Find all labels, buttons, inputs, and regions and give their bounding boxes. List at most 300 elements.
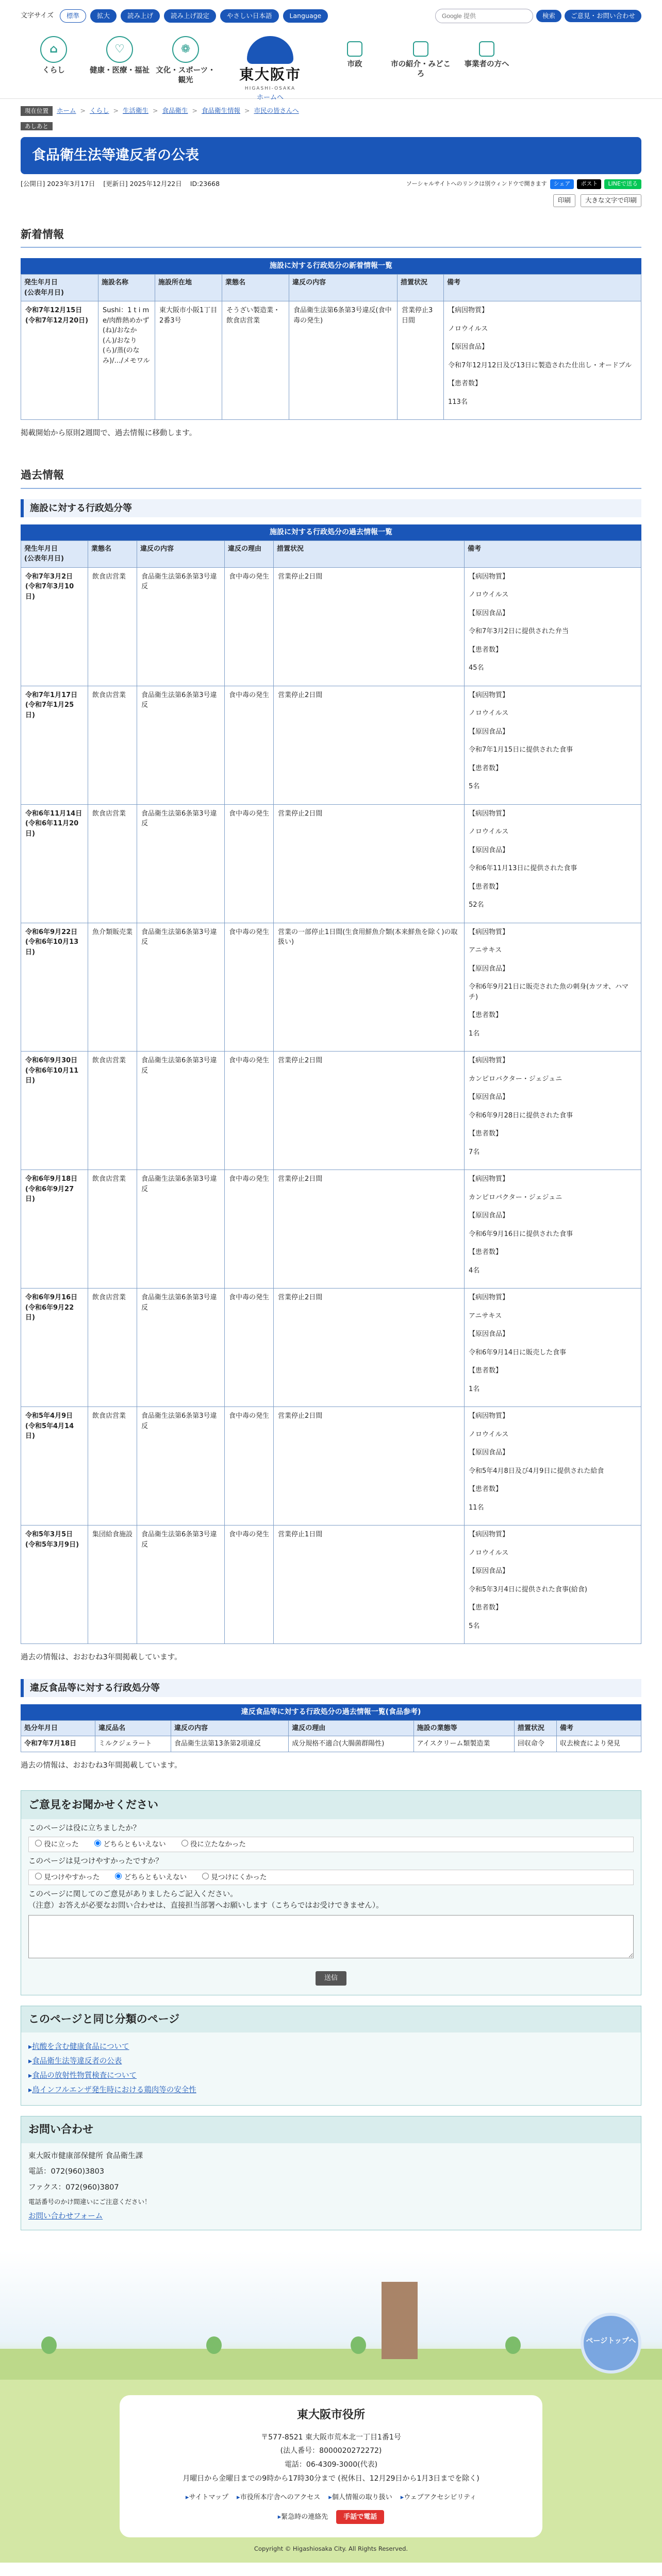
cell-date: 令和7年3月2日 (令和7年3月10日) — [21, 567, 88, 686]
note-line: 【病因物質】 — [469, 1057, 509, 1064]
cell-type: 飲食店営業 — [88, 686, 137, 804]
cell-content: 食品衛生法第6条第3号違反 — [137, 686, 225, 804]
briefcase-icon — [479, 41, 494, 57]
cell-notes — [465, 1170, 641, 1289]
nav-health[interactable] — [87, 36, 153, 76]
table-row — [21, 301, 641, 420]
note-line: 【原因食品】 — [469, 727, 509, 736]
footer-org: 東大阪市役所 — [296, 2408, 365, 2421]
cell-type: 飲食店営業 — [88, 1052, 137, 1170]
nav-label: 市の紹介・みどころ — [391, 60, 451, 78]
col-header: 違反の内容 — [137, 540, 225, 567]
table-row — [21, 923, 641, 1052]
cell-content: 食品衛生法第6条第3号違反 — [137, 804, 225, 923]
new-info-heading: 新着情報 — [21, 227, 641, 248]
note-line: 令和7年1月15日に提供された食事 — [469, 746, 573, 754]
option-label: 見つけやすかった — [44, 1873, 100, 1882]
note-line: 【病因物質】 — [469, 809, 509, 818]
cell-notes — [465, 1526, 641, 1644]
tree — [41, 2336, 57, 2354]
cell-notes: 収去検査により発見 — [556, 1736, 641, 1752]
note-line: 【患者数】 — [469, 1248, 503, 1256]
easy-japanese-button[interactable]: やさしい日本語 — [220, 9, 279, 23]
logo-text: 東大阪市 — [239, 66, 301, 83]
home-link[interactable]: ホームへ — [256, 93, 284, 101]
col-header: 措置状況 — [514, 1720, 556, 1736]
cell-notes — [465, 686, 641, 804]
note-line: 令和5年3月4日に提供された食事(給食) — [469, 1585, 587, 1594]
cell-date: 令和6年9月16日 (令和6年9月22日) — [21, 1289, 88, 1407]
related-link[interactable]: 鳥インフルエンザ発生時における鶏肉等の安全性 — [32, 2086, 196, 2094]
page-meta — [0, 174, 662, 194]
font-size-label: 文字サイズ — [21, 12, 54, 20]
cell-notes — [465, 923, 641, 1052]
sign-language-call-button[interactable]: 手話で電話 — [336, 2510, 384, 2524]
cell-content: 食品衛生法第6条第3号違反 — [137, 923, 225, 1052]
cell-date: 令和6年9月18日 (令和6年9月27日) — [21, 1170, 88, 1289]
search-input[interactable] — [435, 9, 533, 23]
footer-illustration — [0, 2251, 662, 2380]
footprint-row — [0, 120, 662, 137]
cell-measure: 営業停止2日間 — [274, 1052, 465, 1170]
radio[interactable] — [115, 1873, 122, 1879]
related-heading: このページと同じ分類のページ — [21, 2006, 641, 2033]
cell-content: 食品衛生法第6条第3号違反 — [137, 1170, 225, 1289]
col-header: 発生年月日 (公表年月日) — [21, 275, 98, 301]
print-button[interactable]: 印刷 — [553, 194, 575, 207]
cell-date: 令和7年12月15日 (令和7年12月20日) — [21, 301, 98, 420]
cell-content: 食品衛生法第6条第3号違反 — [137, 1526, 225, 1644]
breadcrumb — [0, 99, 662, 120]
breadcrumb-kurashi[interactable]: くらし — [90, 107, 109, 115]
cell-content: 食品衛生法第6条第3号違反 — [137, 567, 225, 686]
cell-notes — [465, 804, 641, 923]
table-header-row — [21, 1720, 641, 1736]
sep: > — [244, 107, 250, 115]
nav-shisei[interactable] — [322, 36, 388, 70]
note-line: 11名 — [469, 1503, 484, 1512]
note-line: 【原因食品】 — [469, 1093, 509, 1101]
past-info-note: 過去の情報は、おおむね3年間掲載しています。 — [21, 1653, 182, 1662]
option-label: 役に立たなかった — [190, 1840, 246, 1849]
read-aloud-settings-button[interactable]: 読み上げ設定 — [164, 9, 216, 23]
related-list — [21, 2032, 641, 2105]
cell-reason: 食中毒の発生 — [225, 686, 274, 804]
feedback-form — [21, 1790, 641, 1995]
col-header: 処分年月日 — [21, 1720, 95, 1736]
published-date: [公開日] 2023年3月17日 — [21, 180, 95, 188]
table-header-row — [21, 540, 641, 567]
cell-reason: 食中毒の発生 — [225, 1052, 274, 1170]
new-info-note: 掲載開始から原則2週間で、過去情報に移動します。 — [21, 429, 197, 438]
global-nav — [0, 32, 662, 99]
q2-options — [28, 1870, 634, 1885]
nav-kurashi[interactable] — [21, 36, 87, 76]
contact-box — [21, 2116, 641, 2230]
x-post-button[interactable]: ポスト — [577, 179, 601, 189]
col-header: 違反の理由 — [225, 540, 274, 567]
cell-measure: 営業停止2日間 — [274, 1170, 465, 1289]
feedback-q1 — [21, 1819, 641, 1966]
cell-notes — [444, 301, 641, 420]
cell-measure: 営業停止2日間 — [274, 1407, 465, 1526]
radio[interactable] — [202, 1873, 209, 1879]
q2-option[interactable] — [115, 1872, 187, 1883]
option-label: どちらともいえない — [103, 1840, 166, 1849]
cell-measure: 営業停止2日間 — [274, 686, 465, 804]
sep: > — [80, 107, 86, 115]
q2-label: このページは見つけやすかったですか？ — [28, 1857, 163, 1866]
cell-content: 食品衛生法第6条第3号違反 — [137, 1289, 225, 1407]
note-line: 令和5年4月8日及び4月9日に提供された給食 — [469, 1467, 604, 1475]
facility-subheading: 施設に対する行政処分等 — [21, 499, 641, 517]
note-line: アニサキス — [469, 946, 502, 954]
q1-option[interactable] — [35, 1839, 79, 1850]
col-header: 備考 — [465, 540, 641, 567]
note-line: 52名 — [469, 901, 484, 909]
font-size-standard-button[interactable]: 標準 — [60, 9, 86, 23]
social-note: ソーシャルサイトへのリンクは別ウィンドウで開きます — [406, 180, 547, 188]
past-info-heading: 過去情報 — [21, 467, 641, 489]
table-row — [21, 1526, 641, 1644]
hill — [0, 2349, 662, 2380]
q1-option[interactable] — [181, 1839, 246, 1850]
footer-links — [130, 2493, 532, 2503]
table-row — [21, 567, 641, 686]
option-label: 役に立った — [44, 1840, 79, 1849]
footer-address: 〒577-8521 東大阪市荒本北一丁目1番1号 — [261, 2433, 401, 2442]
note-line: ノロウイルス — [448, 325, 488, 333]
map-icon — [413, 41, 428, 57]
cell-measure: 回収命令 — [514, 1736, 556, 1752]
col-header: 備考 — [444, 275, 641, 301]
footer-links-2 — [130, 2510, 532, 2524]
sep: > — [113, 107, 119, 115]
note-line: 令和6年11月13日に提供された食事 — [469, 865, 577, 872]
radio[interactable] — [181, 1840, 188, 1846]
contact-fax: ファクス：072(960)3807 — [28, 2183, 119, 2192]
note-line: ノロウイルス — [469, 1430, 509, 1438]
note-line: 1名 — [469, 1029, 480, 1038]
page-top-button[interactable]: ページトップへ — [581, 2313, 641, 2374]
note-line: 【病因物質】 — [469, 1531, 509, 1538]
cell-measure: 営業停止2日間 — [274, 567, 465, 686]
note-line: 【病因物質】 — [469, 691, 509, 699]
note-line: 【患者数】 — [469, 1130, 503, 1138]
related-link[interactable]: 食品の放射性物質検査について — [32, 2071, 137, 2080]
note-line: 【原因食品】 — [469, 1212, 509, 1219]
leaf-icon: ❁ — [172, 36, 199, 63]
cell-content: 食品衛生法第6条第3号違反 — [137, 1052, 225, 1170]
radio[interactable] — [35, 1873, 42, 1879]
font-size-large-button[interactable]: 拡大 — [90, 9, 117, 23]
nav-culture[interactable] — [153, 36, 219, 86]
col-header: 業態名 — [88, 540, 137, 567]
updated-date: [更新日] 2025年12月22日 — [103, 180, 182, 188]
col-header: 違反の内容 — [289, 275, 398, 301]
tree — [206, 2336, 222, 2354]
cell-date: 令和5年3月5日 (令和5年3月9日) — [21, 1526, 88, 1644]
col-header: 措置状況 — [274, 540, 465, 567]
past-info-table — [21, 524, 641, 1645]
note-line: 5名 — [469, 1622, 480, 1630]
table-caption: 施設に対する行政処分の過去情報一覧 — [21, 524, 641, 540]
cell-content: 食品衛生法第6条第3号違反 — [137, 1407, 225, 1526]
note-line: 【原因食品】 — [469, 609, 509, 617]
submit-button[interactable]: 送信 — [316, 1971, 346, 1986]
cell-date: 令和5年4月9日 (令和5年4月14日) — [21, 1407, 88, 1526]
col-header: 施設名称 — [98, 275, 155, 301]
note-line: ノロウイルス — [469, 828, 509, 836]
cell-content: 食品衛生法第13条第2項違反 — [171, 1736, 289, 1752]
note-line: 令和6年9月21日に販売された魚の刺身(カツオ、ハマチ) — [469, 983, 628, 1001]
related-link[interactable]: 抗酸を含む健康食品について — [32, 2043, 129, 2052]
col-header: 施設所在地 — [155, 275, 222, 301]
note-line: ノロウイルス — [469, 709, 509, 717]
large-print-button[interactable]: 大きな文字で印刷 — [581, 194, 641, 207]
footer-corp: (法人番号：8000020272272) — [280, 2447, 382, 2455]
note-line: 7名 — [469, 1148, 480, 1156]
tree — [351, 2336, 366, 2354]
cell-name: Sushi：1 t i m e/肉酢熱めかず(ね)/おなか(ん)/おなり(ら)/蒸(のなみ)/…/メモワル — [98, 301, 155, 420]
cell-address: 東大阪市小阪1丁目2番3号 — [155, 301, 222, 420]
table-row — [21, 1407, 641, 1526]
breadcrumb-home[interactable]: ホーム — [57, 107, 76, 115]
list-item — [28, 2042, 634, 2053]
comment-textarea[interactable] — [28, 1915, 634, 1958]
list-item — [28, 2056, 634, 2067]
footer-card — [120, 2395, 542, 2537]
q1-option[interactable] — [94, 1839, 166, 1850]
tree — [505, 2336, 521, 2354]
footer-tel: 電話：06-4309-3000(代表) — [284, 2460, 378, 2469]
list-item — [28, 2085, 634, 2096]
nav-label: 事業者の方へ — [464, 60, 509, 69]
sep: > — [153, 107, 158, 115]
new-info-table — [21, 258, 641, 420]
q2-option[interactable] — [202, 1872, 267, 1883]
note-line: 【病因物質】 — [469, 572, 509, 581]
page-title: 食品衛生法等違反者の公表 — [21, 137, 641, 175]
note-line: 【病因物質】 — [469, 1175, 509, 1183]
note-line: 令和6年9月14日に販売した食事 — [469, 1348, 567, 1357]
note-line: 【患者数】 — [448, 380, 482, 388]
footer-link[interactable]: ▸ ウェブアクセシビリティ — [401, 2493, 476, 2503]
breadcrumb-seikatsu[interactable]: 生活衛生 — [123, 107, 149, 115]
note-line: 【病因物質】 — [448, 307, 489, 315]
feedback-heading: ご意見をお聞かせください — [21, 1791, 641, 1820]
note-line: 【原因食品】 — [469, 964, 509, 973]
footer-link[interactable]: ▸ 個人情報の取り扱い — [328, 2493, 392, 2503]
note-line: 【患者数】 — [469, 1604, 503, 1612]
logo-en: HIGASHI-OSAKA — [244, 86, 296, 91]
footer-link[interactable]: ▸ サイトマップ — [186, 2493, 228, 2503]
utility-bar — [0, 0, 662, 32]
contact-note: 電話番号のかけ間違いにご注意ください！ — [28, 2198, 151, 2206]
contact-form-link[interactable]: お問い合わせフォーム — [28, 2212, 103, 2221]
cell-reason: 食中毒の発生 — [225, 1289, 274, 1407]
col-header: 業態名 — [222, 275, 289, 301]
cell-reason: 食中毒の発生 — [225, 1407, 274, 1526]
cell-notes — [465, 1407, 641, 1526]
note-line: 令和6年9月16日に提供された食事 — [469, 1230, 573, 1238]
note-line: 令和6年9月28日に提供された食事 — [469, 1111, 573, 1120]
cell-measure: 営業の一部停止1日間(生食用鮮魚介類(本来鮮魚を除く)の取扱い) — [274, 923, 465, 1052]
footprint-button[interactable]: あしあと — [21, 122, 53, 130]
note-line: 【原因食品】 — [469, 1449, 509, 1456]
q1-label: このページは役に立ちましたか？ — [28, 1824, 141, 1833]
col-header: 措置状況 — [398, 275, 444, 301]
col-header: 発生年月日 (公表年月日) — [21, 540, 88, 567]
page-id: ID:23668 — [190, 180, 220, 188]
copyright: Copyright © Higashiosaka City. All Rights Reserved. — [254, 2545, 408, 2553]
note-line: 5名 — [469, 783, 480, 790]
cell-date: 令和6年11月14日 (令和6年11月20日) — [21, 804, 88, 923]
cell-reason: 成分規格不適合(大腸菌群陽性) — [289, 1736, 413, 1752]
cell-type: 集団給食施設 — [88, 1526, 137, 1644]
breadcrumb-citizens[interactable]: 市民の皆さんへ — [254, 107, 299, 115]
list-item — [28, 2071, 634, 2082]
note-line: カンピロバクター・ジェジュニ — [469, 1075, 562, 1083]
nav-label: 健康・医療・福祉 — [90, 66, 150, 75]
nav-label: 文化・スポーツ・観光 — [156, 66, 216, 84]
note-line: ノロウイルス — [469, 1549, 509, 1557]
note-line: ノロウイルス — [469, 591, 509, 599]
cell-date: 令和7年7月18日 — [21, 1736, 95, 1752]
cell-measure: 営業停止2日間 — [274, 1289, 465, 1407]
table-row — [21, 804, 641, 923]
cell-measure: 営業停止2日間 — [274, 804, 465, 923]
sep: > — [192, 107, 197, 115]
note-line: カンピロバクター・ジェジュニ — [469, 1193, 562, 1201]
cell-type: そうざい製造業・飲食店営業 — [222, 301, 289, 420]
note-line: 【患者数】 — [469, 764, 503, 772]
option-label: 見つけにくかった — [211, 1873, 267, 1882]
breadcrumb-shokuhin[interactable]: 食品衛生 — [162, 107, 188, 115]
table-row — [21, 686, 641, 804]
building-icon — [347, 41, 362, 57]
related-link[interactable]: 食品衛生法等違反者の公表 — [32, 2057, 122, 2065]
heart-icon: ♡ — [106, 36, 133, 63]
cell-type: 魚介類販売業 — [88, 923, 137, 1052]
note-line: 【病因物質】 — [469, 1412, 509, 1420]
nav-intro[interactable] — [388, 36, 454, 79]
read-aloud-button[interactable]: 読み上げ — [121, 9, 160, 23]
option-label: どちらともいえない — [124, 1873, 187, 1882]
breadcrumb-tag: 現在位置 — [21, 106, 53, 116]
q3-label: このページに関してのご意見がありましたらご記入ください。 — [28, 1890, 238, 1899]
breadcrumb-info[interactable]: 食品衛生情報 — [202, 107, 241, 115]
nav-label: くらし — [42, 66, 65, 75]
nav-business[interactable] — [454, 36, 520, 70]
contact-dept: 東大阪市健康部保健所 食品衛生課 — [28, 2151, 143, 2160]
social-bar — [406, 179, 641, 189]
cell-name: ミルクジェラート — [95, 1736, 171, 1752]
note-line: 【患者数】 — [469, 883, 503, 891]
footer-link[interactable]: ▸ 緊急時の連絡先 — [278, 2512, 328, 2522]
inquiry-button[interactable]: ご意見・お問い合わせ — [565, 10, 641, 23]
q1-options — [28, 1837, 634, 1852]
city-hall-illustration — [382, 2282, 418, 2359]
cell-measure: 営業停止1日間 — [274, 1526, 465, 1644]
cell-notes — [465, 567, 641, 686]
line-share-button[interactable]: LINEで送る — [604, 179, 641, 189]
footer-link[interactable]: ▸ 市役所本庁舎へのアクセス — [237, 2493, 320, 2503]
cell-type: アイスクリーム類製造業 — [413, 1736, 514, 1752]
contact-heading: お問い合わせ — [21, 2116, 641, 2143]
facebook-share-button[interactable]: シェア — [550, 179, 574, 189]
cell-reason: 食中毒の発生 — [225, 923, 274, 1052]
note-line: 1名 — [469, 1385, 480, 1393]
cell-type: 飲食店営業 — [88, 567, 137, 686]
note-line: 【病因物質】 — [469, 928, 509, 936]
note-line: 4名 — [469, 1266, 480, 1275]
note-line: 45名 — [469, 664, 484, 672]
cell-measure: 営業停止3日間 — [398, 301, 444, 420]
note-line: 【原因食品】 — [469, 1567, 509, 1575]
table-caption: 施設に対する行政処分の新着情報一覧 — [21, 258, 641, 274]
table-row — [21, 1736, 641, 1752]
nav-label: 市政 — [347, 60, 362, 69]
city-emblem — [247, 36, 293, 64]
col-header: 違反の内容 — [171, 1720, 289, 1736]
note-line: アニサキス — [469, 1312, 502, 1320]
search-button[interactable]: 検索 — [536, 10, 561, 23]
cell-date: 令和6年9月30日 (令和6年10月11日) — [21, 1052, 88, 1170]
footer — [0, 2380, 662, 2563]
search-area — [435, 9, 641, 23]
col-header: 違反の理由 — [289, 1720, 413, 1736]
table-caption: 違反食品等に対する行政処分の過去情報一覧(食品参考) — [21, 1704, 641, 1720]
food-table — [21, 1704, 641, 1752]
cell-notes — [465, 1289, 641, 1407]
cell-type: 飲食店営業 — [88, 1170, 137, 1289]
table-header-row — [21, 275, 641, 301]
note-line: 【原因食品】 — [469, 846, 509, 854]
cell-reason: 食中毒の発生 — [225, 804, 274, 923]
table-row — [21, 1289, 641, 1407]
site-logo[interactable] — [219, 36, 322, 103]
note-line: 令和7年3月2日に提供された弁当 — [469, 628, 569, 635]
note-line: 【原因食品】 — [448, 343, 489, 351]
print-row — [0, 194, 662, 207]
radio[interactable] — [94, 1840, 101, 1846]
note-line: 【患者数】 — [469, 1367, 503, 1375]
col-header: 備考 — [556, 1720, 641, 1736]
contact-body — [21, 2143, 641, 2230]
note-line: 【患者数】 — [469, 646, 503, 654]
footer-hours: 月曜日から金曜日までの9時から17時30分まで (祝休日、12月29日から1月3日までを除く) — [183, 2474, 479, 2483]
cell-type: 飲食店営業 — [88, 804, 137, 923]
radio[interactable] — [35, 1840, 42, 1846]
col-header: 施設の業態等 — [413, 1720, 514, 1736]
note-line: 113名 — [448, 398, 468, 406]
house-icon: ⌂ — [40, 36, 67, 63]
cell-reason: 食中毒の発生 — [225, 1526, 274, 1644]
col-header: 違反品名 — [95, 1720, 171, 1736]
food-subheading: 違反食品等に対する行政処分等 — [21, 1679, 641, 1697]
cell-content: 食品衛生法第6条第3号違反(食中毒の発生) — [289, 301, 398, 420]
contact-tel: 電話：072(960)3803 — [28, 2167, 105, 2176]
q3-note: （注意）お答えが必要なお問い合わせは、直接担当部署へお願いします（こちらではお受けできません）。 — [28, 1901, 384, 1910]
language-button[interactable]: Language — [283, 9, 328, 23]
table-row — [21, 1052, 641, 1170]
table-row — [21, 1170, 641, 1289]
note-line: 【患者数】 — [469, 1485, 503, 1493]
q2-option[interactable] — [35, 1872, 100, 1883]
cell-date: 令和6年9月22日 (令和6年10月13日) — [21, 923, 88, 1052]
cell-notes — [465, 1052, 641, 1170]
